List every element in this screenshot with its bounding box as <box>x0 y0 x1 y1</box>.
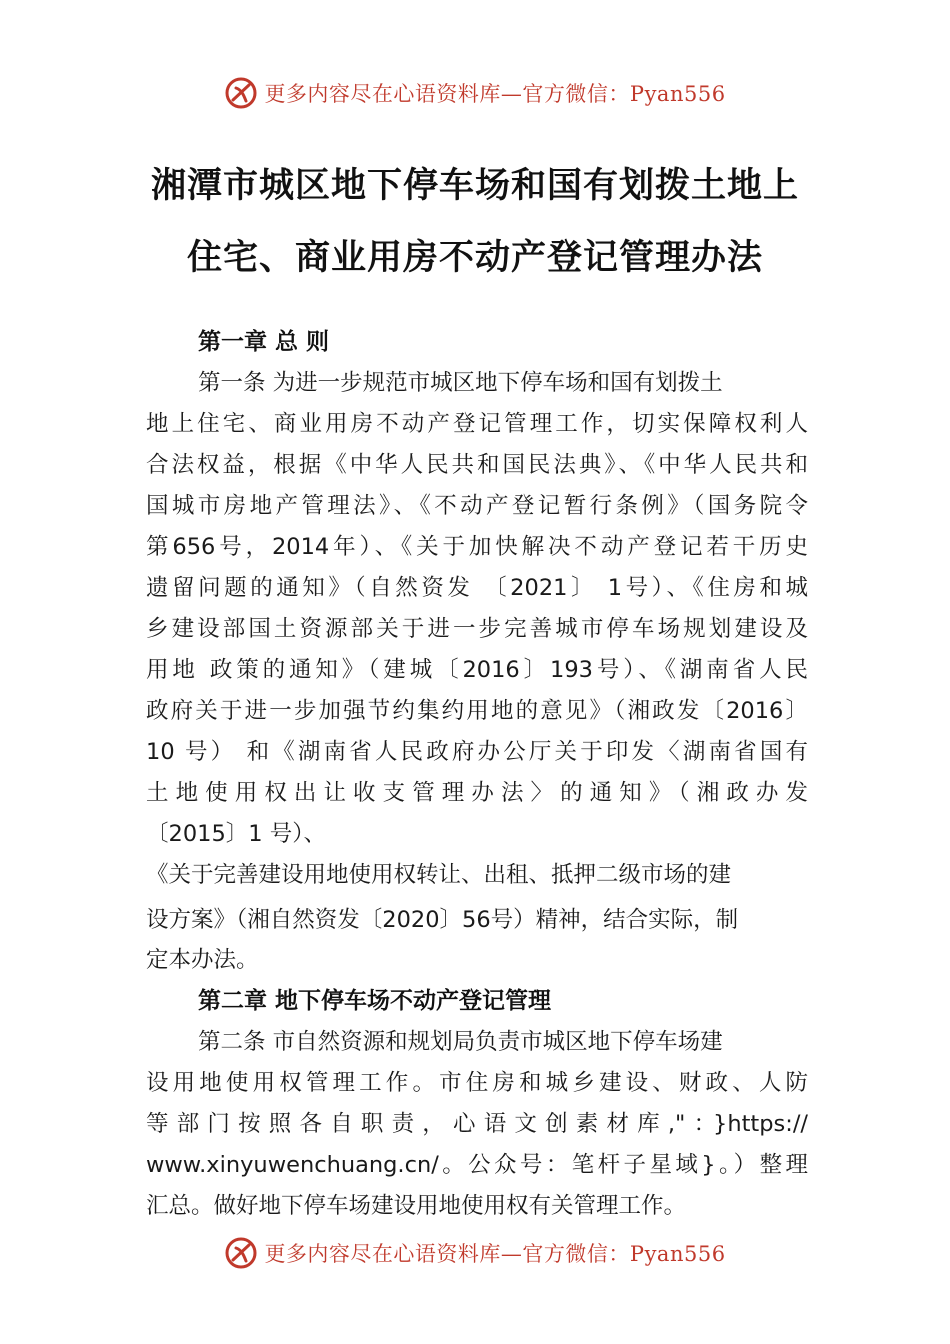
body-line: 土地使用权出让收支管理办法〉的通知》（湘政办发 <box>146 780 808 806</box>
watermark-text: 更多内容尽在心语资料库—官方微信：Pyan556 <box>264 1242 726 1266</box>
document-title-line-1: 湘潭市城区地下停车场和国有划拨土地上 <box>150 165 799 206</box>
body-line: 10 号） 和《湖南省人民政府办公厅关于印发〈湖南省国有 <box>146 739 808 765</box>
body-line: 〔2015〕1 号）、 <box>146 821 326 847</box>
watermark-text: 更多内容尽在心语资料库—官方微信：Pyan556 <box>264 82 726 106</box>
body-line: 等部门按照各自职责，心语文创素材库,"：}https:// <box>146 1111 808 1137</box>
body-line: 政府关于进一步加强节约集约用地的意见》（湘政发〔2016〕 <box>146 698 808 724</box>
chapter-heading: 第二章 地下停车场不动产登记管理 <box>198 988 552 1014</box>
document-body <box>146 322 808 1227</box>
body-line: www.xinyuwenchuang.cn/。公众号：笔杆子星域}。）整理 <box>146 1152 808 1178</box>
body-line: 国城市房地产管理法》、《不动产登记暂行条例》（国务院令 <box>146 493 808 519</box>
body-line: 乡建设部国土资源部关于进一步完善城市停车场规划建设及 <box>146 616 808 642</box>
body-line: 设方案》（湘自然资发〔2020〕56号）精神，结合实际，制 <box>146 907 739 933</box>
body-line: 合法权益，根据《中华人民共和国民法典》、《中华人民共和 <box>146 452 808 478</box>
seal-logo-icon <box>224 76 258 110</box>
body-line: 第656号，2014年）、《关于加快解决不动产登记若干历史 <box>146 534 808 560</box>
body-line: 遗留问题的通知》（自然资发 〔2021〕 1号）、《住房和城 <box>146 575 808 601</box>
body-line: 用地 政策的通知》（建城〔2016〕193号）、《湖南省人民 <box>146 657 808 683</box>
seal-logo-icon <box>224 1236 258 1270</box>
watermark-banner-bottom <box>0 1230 950 1276</box>
body-line: 地上住宅、商业用房不动产登记管理工作，切实保障权利人 <box>146 411 808 437</box>
document-title-line-2: 住宅、商业用房不动产登记管理办法 <box>186 237 763 278</box>
body-line: 汇总。做好地下停车场建设用地使用权有关管理工作。 <box>146 1193 687 1219</box>
body-line: 《关于完善建设用地使用权转让、出租、抵押二级市场的建 <box>146 862 732 888</box>
chapter-heading: 第一章 总 则 <box>198 329 330 355</box>
body-line: 定本办法。 <box>146 947 259 973</box>
watermark-banner-top <box>0 70 950 116</box>
body-line: 第二条 市自然资源和规划局负责市城区地下停车场建 <box>198 1029 723 1055</box>
body-line: 第一条 为进一步规范市城区地下停车场和国有划拨土 <box>198 370 723 396</box>
body-line: 设用地使用权管理工作。市住房和城乡建设、财政、人防 <box>146 1070 808 1096</box>
